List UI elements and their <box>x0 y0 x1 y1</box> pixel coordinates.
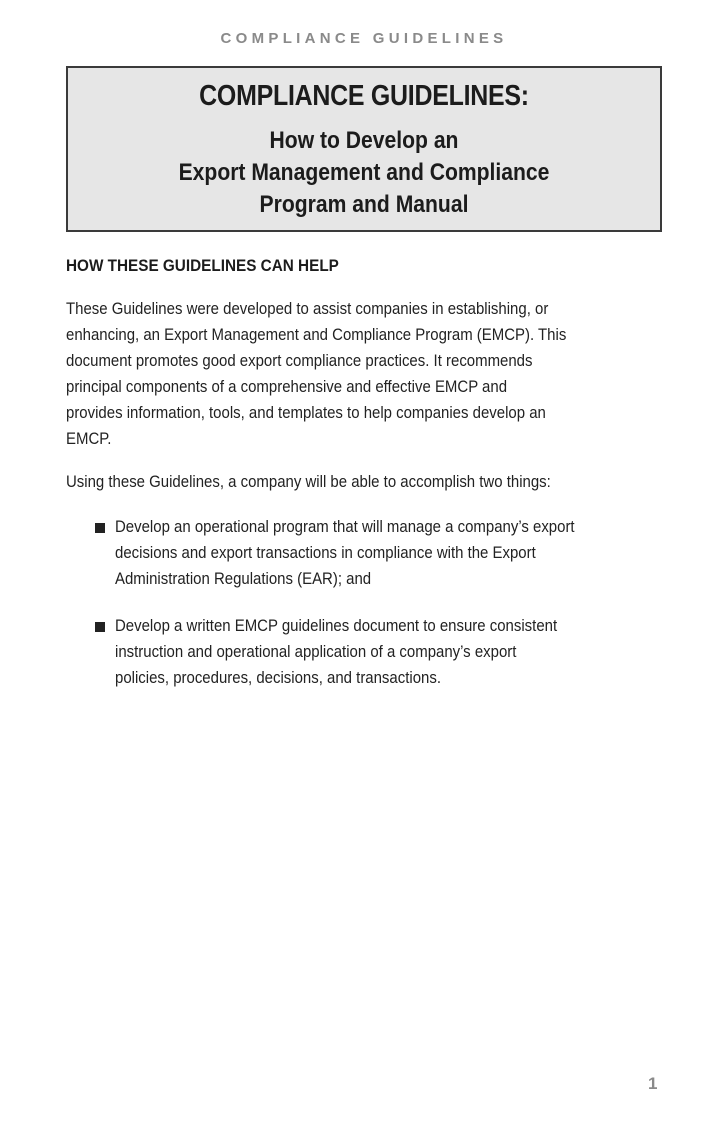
bullet-line: Develop an operational program that will manage a company’s export <box>115 517 575 536</box>
subtitle-line: How to Develop an <box>269 127 459 154</box>
running-header: COMPLIANCE GUIDELINES <box>220 30 508 47</box>
paragraph-line: provides information, tools, and templates to help companies develop an <box>66 403 546 422</box>
subtitle-line: Export Management and Compliance <box>178 159 550 186</box>
section-heading: HOW THESE GUIDELINES CAN HELP <box>66 256 339 275</box>
square-bullet-icon <box>95 622 105 632</box>
paragraph-line: EMCP. <box>66 429 112 448</box>
paragraph-line: enhancing, an Export Management and Compliance Program (EMCP). This <box>66 325 567 344</box>
title-box <box>66 66 662 232</box>
subtitle-line: Program and Manual <box>259 191 469 218</box>
bullet-line: instruction and operational application of a company’s export <box>115 642 517 661</box>
usage-paragraph <box>66 469 666 495</box>
paragraph-line: These Guidelines were developed to assist companies in establishing, or <box>66 299 549 318</box>
intro-paragraph <box>66 296 666 452</box>
bullet-line: policies, procedures, decisions, and transactions. <box>115 668 441 687</box>
document-subtitle <box>104 125 625 221</box>
bullet-text <box>115 613 685 691</box>
paragraph-line: Using these Guidelines, a company will be able to accomplish two things: <box>66 472 551 491</box>
bullet-line: Administration Regulations (EAR); and <box>115 569 372 588</box>
bullet-line: decisions and export transactions in compliance with the Export <box>115 543 536 562</box>
bullet-line: Develop a written EMCP guidelines document to ensure consistent <box>115 616 558 635</box>
paragraph-line: principal components of a comprehensive and effective EMCP and <box>66 377 508 396</box>
bullet-text <box>115 514 685 592</box>
document-title: COMPLIANCE GUIDELINES: <box>199 80 529 112</box>
square-bullet-icon <box>95 523 105 533</box>
page-number: 1 <box>648 1074 658 1093</box>
paragraph-line: document promotes good export compliance practices. It recommends <box>66 351 533 370</box>
